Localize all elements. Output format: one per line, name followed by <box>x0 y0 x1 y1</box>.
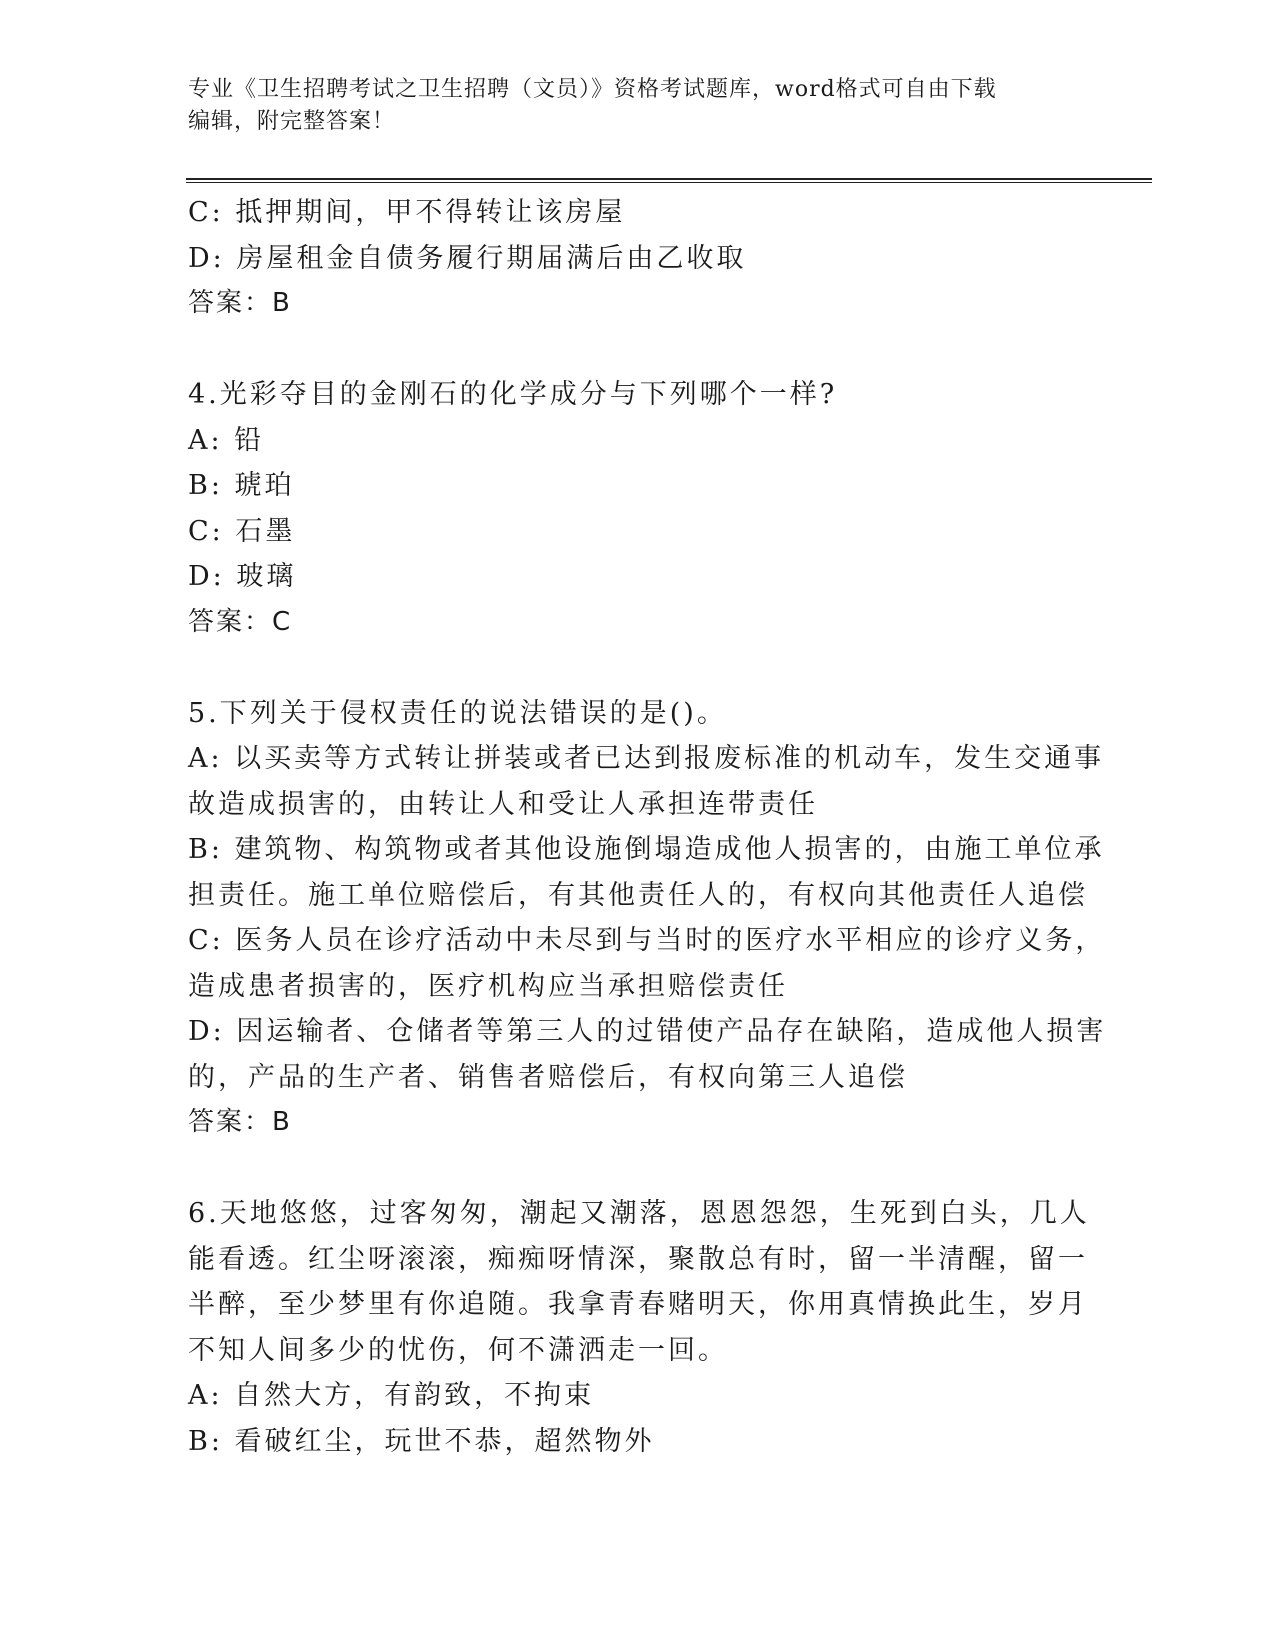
q4-option-d: D: 玻璃 <box>188 561 297 592</box>
q4-answer: 答案：C <box>188 606 293 637</box>
header-line-1: 专业《卫生招聘考试之卫生招聘（文员）》资格考试题库，word格式可自由下载 <box>188 77 997 102</box>
q6-title-line-3: 半醉，至少梦里有你追随。我拿青春赌明天，你用真情换此生，岁月 <box>188 1289 1088 1320</box>
q5-answer: 答案：B <box>188 1107 292 1137</box>
question-3-tail <box>188 190 1088 327</box>
q4-option-b: B: 琥珀 <box>188 470 295 501</box>
header-line-2: 编辑，附完整答案！ <box>188 109 396 134</box>
question-5 <box>188 691 1107 1146</box>
q3-option-d: D: 房屋租金自债务履行期届满后由乙收取 <box>188 242 747 274</box>
q4-title: 4.光彩夺目的金刚石的化学成分与下列哪个一样? <box>188 379 838 410</box>
q5-option-c-line-1: C: 医务人员在诊疗活动中未尽到与当时的医疗水平相应的诊疗义务， <box>188 925 1106 956</box>
q5-option-d-line-2: 的，产品的生产者、销售者赔偿后，有权向第三人追偿 <box>188 1061 908 1093</box>
q6-title-line-2: 能看透。红尘呀滚滚，痴痴呀情深，聚散总有时，留一半清醒，留一 <box>188 1243 1088 1275</box>
q4-option-c: C: 石墨 <box>188 515 296 547</box>
q5-option-d-line-1: D: 因运输者、仓储者等第三人的过错使产品存在缺陷，造成他人损害 <box>188 1016 1107 1047</box>
q5-option-b-line-1: B: 建筑物、构筑物或者其他设施倒塌造成他人损害的，由施工单位承 <box>188 834 1105 865</box>
q5-option-c-line-2: 造成患者损害的，医疗机构应当承担赔偿责任 <box>188 970 788 1002</box>
q5-option-a-line-2: 故造成损害的，由转让人和受让人承担连带责任 <box>188 788 818 820</box>
question-content <box>188 190 1107 1464</box>
q6-title-line-4: 不知人间多少的忧伤，何不潇洒走一回。 <box>188 1334 728 1366</box>
q6-option-b: B: 看破红尘，玩世不恭，超然物外 <box>188 1425 655 1457</box>
q3-answer: 答案：B <box>188 288 292 318</box>
q4-option-a: A: 铅 <box>188 424 265 456</box>
q5-option-a-line-1: A: 以买卖等方式转让拼装或者已达到报废标准的机动车，发生交通事 <box>188 743 1105 774</box>
q5-option-b-line-2: 担责任。施工单位赔偿后，有其他责任人的，有权向其他责任人追偿 <box>188 879 1088 911</box>
header-divider <box>186 178 1152 183</box>
q6-title-line-1: 6.天地悠悠，过客匆匆，潮起又潮落，恩恩怨怨，生死到白头，几人 <box>188 1198 1090 1229</box>
question-4 <box>188 372 1088 645</box>
spacer <box>188 327 1088 373</box>
q5-title: 5.下列关于侵权责任的说法错误的是()。 <box>188 697 727 729</box>
document-header <box>188 74 1088 138</box>
spacer <box>188 645 1088 691</box>
question-6 <box>188 1191 1088 1464</box>
q3-option-c: C: 抵押期间，甲不得转让该房屋 <box>188 197 626 228</box>
q6-option-a: A: 自然大方，有韵致，不拘束 <box>188 1380 595 1411</box>
spacer <box>188 1146 1088 1192</box>
